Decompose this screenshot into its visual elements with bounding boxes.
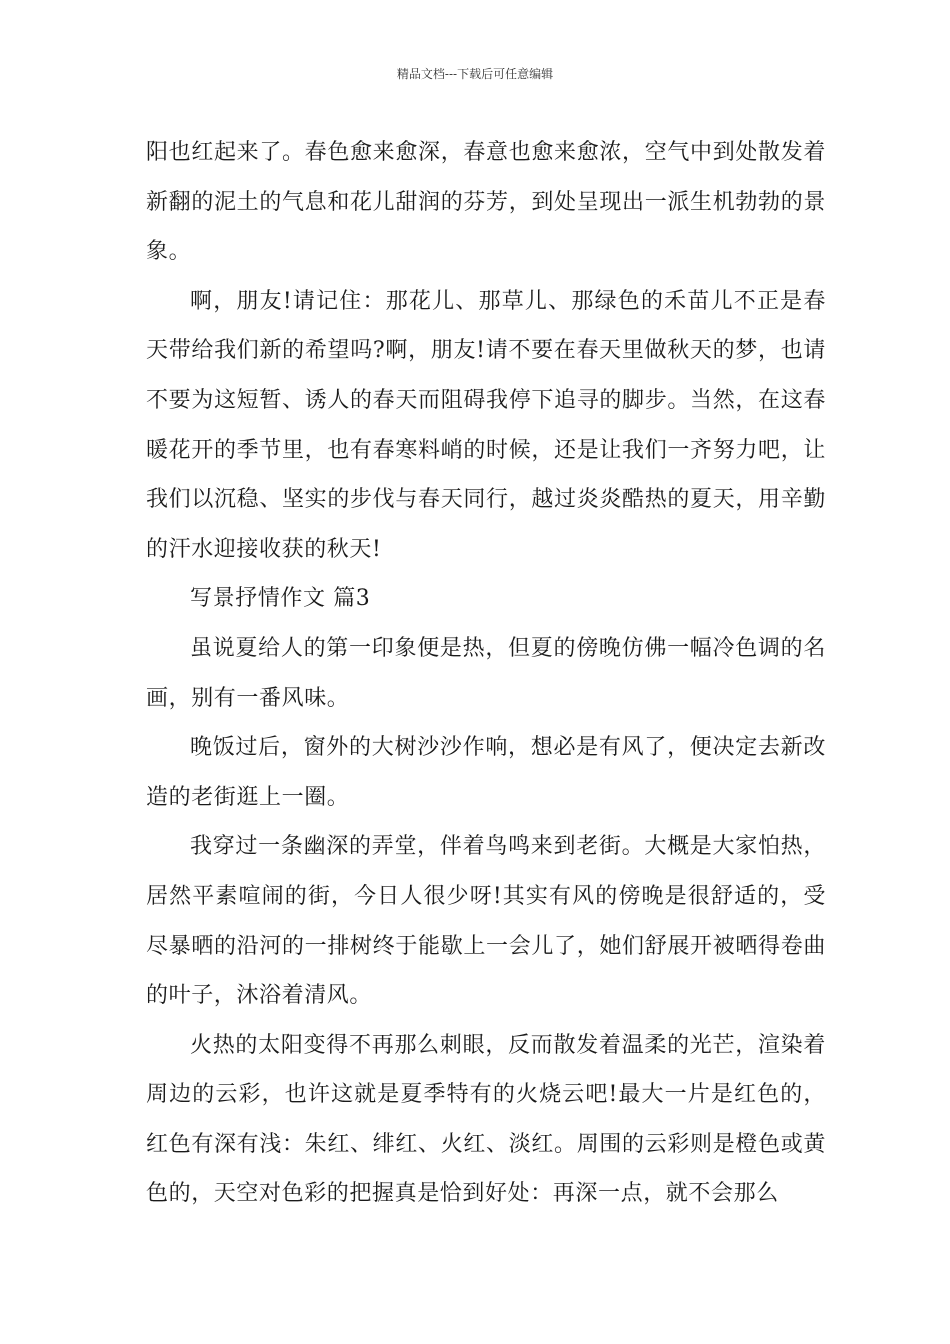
section-paragraph-2: 晚饭过后，窗外的大树沙沙作响，想必是有风了，便决定去新改造的老街逛上一圈。 <box>146 735 826 810</box>
document-body <box>146 128 826 1219</box>
section-paragraph-4: 火热的太阳变得不再那么刺眼，反而散发着温柔的光芒，渲染着周边的云彩，也许这就是夏季特有的火烧云吧!最大一片是红色的，红色有深有浅：朱红、绯红、火红、淡红。周围的云彩则是橙色或黄色的，天空对色彩的把握真是恰到好处：再深一点，就不会那么 <box>146 1032 826 1207</box>
paragraph-2: 啊，朋友!请记住：那花儿、那草儿、那绿色的禾苗儿不正是春天带给我们新的希望吗?啊，朋友!请不要在春天里做秋天的梦，也请不要为这短暂、诱人的春天而阻碍我停下追寻的脚步。当然，在这春暖花开的季节里，也有春寒料峭的时候，还是让我们一齐努力吧，让我们以沉稳、坚实的步伐与春天同行，越过炎炎酷热的夏天，用辛勤的汗水迎接收获的秋天! <box>146 288 826 562</box>
page-header: 精品文档---下载后可任意编辑 <box>396 67 554 81</box>
section-paragraph-3: 我穿过一条幽深的弄堂，伴着鸟鸣来到老街。大概是大家怕热，居然平素喧闹的街，今日人很少呀!其实有风的傍晚是很舒适的，受尽暴晒的沿河的一排树终于能歇上一会儿了，她们舒展开被晒得卷曲的叶子，沐浴着清风。 <box>146 834 826 1009</box>
section-title: 写景抒情作文 篇3 <box>190 586 371 612</box>
section-paragraph-1: 虽说夏给人的第一印象便是热，但夏的傍晚仿佛一幅冷色调的名画，别有一番风味。 <box>146 635 826 711</box>
paragraph-1: 阳也红起来了。春色愈来愈深，春意也愈来愈浓，空气中到处散发着新翻的泥土的气息和花儿甜润的芬芳，到处呈现出一派生机勃勃的景象。 <box>146 140 826 265</box>
